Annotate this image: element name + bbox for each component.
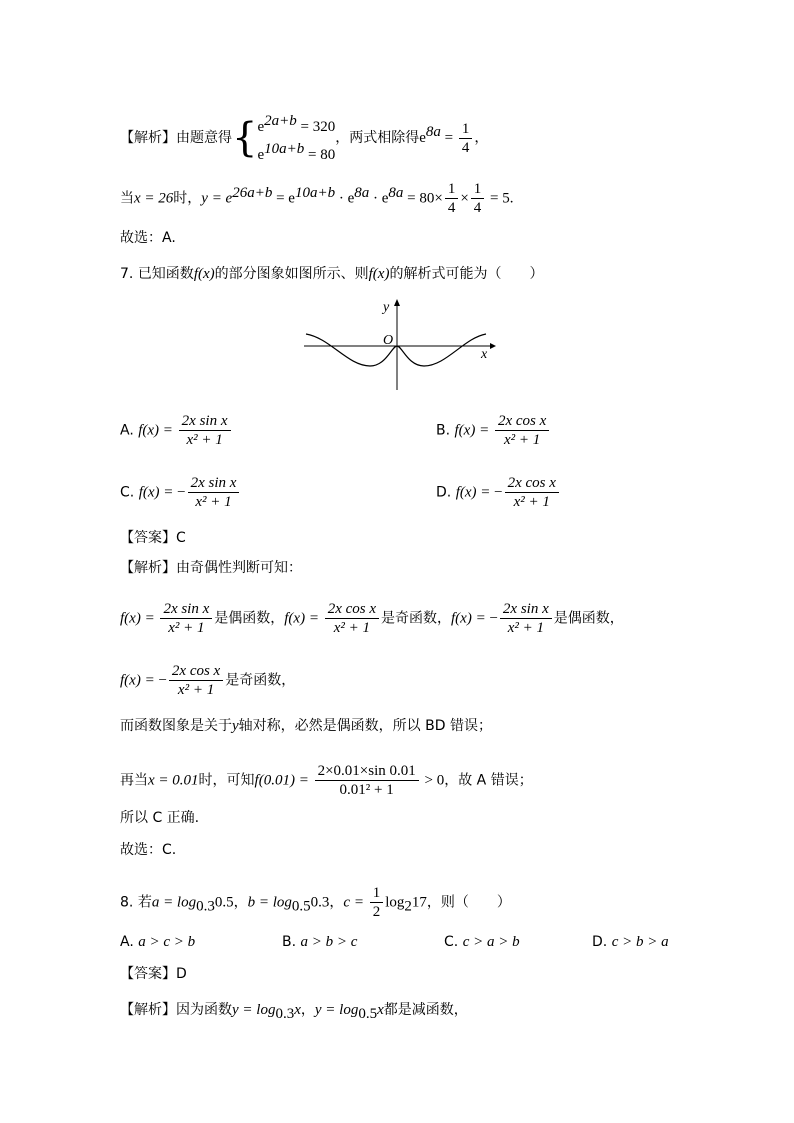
q8-answer: 【答案】D xyxy=(120,966,187,982)
origin-label: O xyxy=(383,333,394,348)
sol6-tag: 【解析】 xyxy=(120,130,176,146)
q7-option-a[interactable]: A. f(x) = $\frac{\text{2x sin x}}{\text{x² + 1}}$ xyxy=(120,412,233,449)
parity-line2: f(x) = − $\frac{\text{2x cos x}}{\text{x² + 1}}$ 是奇函数， xyxy=(120,663,296,698)
check-line: 再当x = 0.01时，可知f(0.01) = $\frac{2\times 0.01\times\sin 0.01}{\text{0.01² + 1}}$ > 0，故 A 错误； xyxy=(120,763,533,798)
x-label: x xyxy=(481,347,488,362)
sol6-line1: 【解析】由题意得{ $e^{2a+b} = 320$ $e^{10a+b} = 80$ ，两式相除得$e^{8a}$ = $\frac{1}{4}$ ， xyxy=(120,110,488,166)
q8-option-c[interactable]: C. c > a > b xyxy=(444,934,520,950)
sol6-line2: 当x = 26时，$y = e^{26a+b} = e^{10a+b} \cdot e^{8a} \cdot e^{8a} = 80\times$ $\frac{1}{4}$ × $\frac{1}{4}$ = 5. xyxy=(120,181,514,216)
system-brace: { xyxy=(232,115,258,161)
parity-line1: f(x) = $\frac{\text{2x sin x}}{\text{x² + 1}}$ 是偶函数，f(x) = $\frac{\text{2x cos x}}{\text{x² + 1}}$ 是奇函数，f(x) = − $\frac{\text{2x sin x}}{\text{x² + 1}}$ 是偶函数， xyxy=(120,601,624,636)
q7-option-b[interactable]: B. f(x) = $\frac{\text{2x cos x}}{\text{x² + 1}}$ xyxy=(436,412,551,449)
sol6-answer: 故选：A. xyxy=(120,230,176,246)
divide-text: ，两式相除得 xyxy=(335,130,420,146)
y-axis-arrow xyxy=(394,299,400,306)
x-axis-arrow xyxy=(490,343,496,349)
equation-system: $e^{2a+b} = 320$ $e^{10a+b} = 80$ xyxy=(257,113,336,163)
q7-answer: 【答案】C xyxy=(120,530,186,546)
q8-option-d[interactable]: D. c > b > a xyxy=(592,934,669,950)
q8-stem: 8. 若$a = \log_{0.3}0.5$，$b = \log_{0.5}0.3$，c = $\frac{1}{2}$ $\log_217$，则（ ） xyxy=(120,885,511,920)
q8-option-b[interactable]: B. a > b > c xyxy=(282,934,358,950)
q7-stem: 7. 已知函数f(x)的部分图象如图所示、则f(x)的解析式可能为（ ） xyxy=(120,266,544,282)
q8-analysis: 【解析】因为函数$y = \log_{0.3}x$，$y = \log_{0.5}x$都是减函数， xyxy=(120,1002,468,1022)
symmetry-line: 而函数图象是关于y轴对称，必然是偶函数，所以 BD 错误； xyxy=(120,718,492,734)
q7-analysis: 【解析】由奇偶性判断可知： xyxy=(120,560,302,576)
q7-option-c[interactable]: C. f(x) = − $\frac{\text{2x sin x}}{\text{x² + 1}}$ xyxy=(120,474,241,511)
function-graph xyxy=(300,294,500,394)
sol6-intro: 由题意得 xyxy=(176,130,232,146)
quarter-fraction: $\frac{1}{4}$ xyxy=(459,120,473,157)
y-label: y xyxy=(383,300,390,315)
curve xyxy=(306,334,486,366)
q7-option-d[interactable]: D. f(x) = − $\frac{\text{2x cos x}}{\text{x² + 1}}$ xyxy=(436,474,561,511)
q8-option-a[interactable]: A. a > c > b xyxy=(120,934,196,950)
q7-conclusion: 所以 C 正确. xyxy=(120,810,200,826)
q7-choose: 故选：C. xyxy=(120,842,177,858)
